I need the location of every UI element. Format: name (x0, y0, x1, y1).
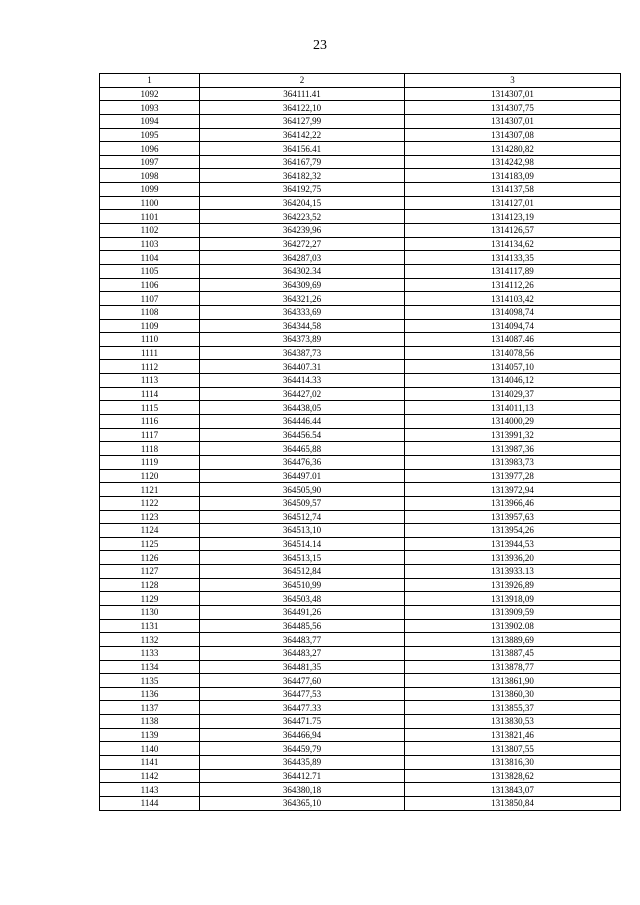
y-coordinate-cell: 1314123,19 (405, 210, 621, 224)
y-coordinate-cell: 1314011,13 (405, 401, 621, 415)
y-coordinate-cell: 1314307,01 (405, 87, 621, 101)
y-coordinate-cell: 1313954,26 (405, 524, 621, 538)
y-coordinate-cell: 1314307,75 (405, 101, 621, 115)
y-coordinate-cell: 1314307,01 (405, 114, 621, 128)
table-row (100, 756, 621, 770)
x-coordinate-cell: 364412.71 (200, 769, 405, 783)
x-coordinate-cell: 364459,79 (200, 742, 405, 756)
table-row (100, 796, 621, 810)
y-coordinate-cell: 1314029,37 (405, 387, 621, 401)
x-coordinate-cell: 364387,73 (200, 346, 405, 360)
y-coordinate-cell: 1313966,46 (405, 496, 621, 510)
x-coordinate-cell: 364192,75 (200, 183, 405, 197)
y-coordinate-cell: 1313902.08 (405, 619, 621, 633)
point-number-cell: 1137 (100, 701, 200, 715)
x-coordinate-cell: 364333,69 (200, 305, 405, 319)
point-number-cell: 1115 (100, 401, 200, 415)
table-row (100, 415, 621, 429)
x-coordinate-cell: 364272,27 (200, 237, 405, 251)
point-number-cell: 1101 (100, 210, 200, 224)
x-coordinate-cell: 364321,26 (200, 292, 405, 306)
y-coordinate-cell: 1314094,74 (405, 319, 621, 333)
table-row (100, 292, 621, 306)
x-coordinate-cell: 364239,96 (200, 224, 405, 238)
table-row (100, 646, 621, 660)
x-coordinate-cell: 364471.75 (200, 715, 405, 729)
y-coordinate-cell: 1314098,74 (405, 305, 621, 319)
x-coordinate-cell: 364477,60 (200, 674, 405, 688)
y-coordinate-cell: 1313944,53 (405, 537, 621, 551)
table-row (100, 251, 621, 265)
y-coordinate-cell: 1313909,59 (405, 605, 621, 619)
table-row (100, 551, 621, 565)
point-number-cell: 1093 (100, 101, 200, 115)
x-coordinate-cell: 364512,74 (200, 510, 405, 524)
point-number-cell: 1136 (100, 687, 200, 701)
point-number-cell: 1135 (100, 674, 200, 688)
x-coordinate-cell: 364510,99 (200, 578, 405, 592)
x-coordinate-cell: 364438,05 (200, 401, 405, 415)
x-coordinate-cell: 364414.33 (200, 374, 405, 388)
table-row (100, 101, 621, 115)
y-coordinate-cell: 1313843,07 (405, 783, 621, 797)
point-number-cell: 1128 (100, 578, 200, 592)
column-header-1: 1 (100, 74, 200, 88)
table-row (100, 264, 621, 278)
point-number-cell: 1106 (100, 278, 200, 292)
point-number-cell: 1125 (100, 537, 200, 551)
y-coordinate-cell: 1314242,98 (405, 155, 621, 169)
point-number-cell: 1109 (100, 319, 200, 333)
y-coordinate-cell: 1313926,89 (405, 578, 621, 592)
table-row (100, 701, 621, 715)
y-coordinate-cell: 1313821,46 (405, 728, 621, 742)
point-number-cell: 1113 (100, 374, 200, 388)
point-number-cell: 1092 (100, 87, 200, 101)
table-header-row (100, 74, 621, 88)
table-row (100, 155, 621, 169)
x-coordinate-cell: 364435,89 (200, 756, 405, 770)
point-number-cell: 1133 (100, 646, 200, 660)
y-coordinate-cell: 1313933.13 (405, 565, 621, 579)
table-row (100, 87, 621, 101)
x-coordinate-cell: 364503,48 (200, 592, 405, 606)
point-number-cell: 1132 (100, 633, 200, 647)
y-coordinate-cell: 1314126,57 (405, 224, 621, 238)
x-coordinate-cell: 364167,79 (200, 155, 405, 169)
point-number-cell: 1143 (100, 783, 200, 797)
x-coordinate-cell: 364446.44 (200, 415, 405, 429)
point-number-cell: 1130 (100, 605, 200, 619)
point-number-cell: 1099 (100, 183, 200, 197)
table-row (100, 592, 621, 606)
table-row (100, 333, 621, 347)
point-number-cell: 1123 (100, 510, 200, 524)
point-number-cell: 1129 (100, 592, 200, 606)
table-body (100, 87, 621, 810)
y-coordinate-cell: 1314112,26 (405, 278, 621, 292)
point-number-cell: 1134 (100, 660, 200, 674)
table-row (100, 537, 621, 551)
table-row (100, 374, 621, 388)
y-coordinate-cell: 1314087.46 (405, 333, 621, 347)
point-number-cell: 1121 (100, 483, 200, 497)
point-number-cell: 1097 (100, 155, 200, 169)
table-row (100, 442, 621, 456)
table-row (100, 346, 621, 360)
point-number-cell: 1117 (100, 428, 200, 442)
y-coordinate-cell: 1313807,55 (405, 742, 621, 756)
y-coordinate-cell: 1313972,94 (405, 483, 621, 497)
y-coordinate-cell: 1314137,58 (405, 183, 621, 197)
table-row (100, 633, 621, 647)
y-coordinate-cell: 1314046,12 (405, 374, 621, 388)
table-row (100, 305, 621, 319)
point-number-cell: 1112 (100, 360, 200, 374)
y-coordinate-cell: 1313830,53 (405, 715, 621, 729)
point-number-cell: 1096 (100, 142, 200, 156)
y-coordinate-cell: 1313977,28 (405, 469, 621, 483)
table-row (100, 319, 621, 333)
point-number-cell: 1126 (100, 551, 200, 565)
x-coordinate-cell: 364122,10 (200, 101, 405, 115)
point-number-cell: 1141 (100, 756, 200, 770)
page-number: 23 (313, 38, 327, 53)
y-coordinate-cell: 1313987,36 (405, 442, 621, 456)
table-row (100, 401, 621, 415)
y-coordinate-cell: 1314307,08 (405, 128, 621, 142)
table-row (100, 142, 621, 156)
y-coordinate-cell: 1313855,37 (405, 701, 621, 715)
table-row (100, 510, 621, 524)
table-row (100, 496, 621, 510)
point-number-cell: 1116 (100, 415, 200, 429)
y-coordinate-cell: 1313957,63 (405, 510, 621, 524)
x-coordinate-cell: 364481,35 (200, 660, 405, 674)
point-number-cell: 1111 (100, 346, 200, 360)
x-coordinate-cell: 364514.14 (200, 537, 405, 551)
y-coordinate-cell: 1313889,69 (405, 633, 621, 647)
x-coordinate-cell: 364309,69 (200, 278, 405, 292)
y-coordinate-cell: 1314057,10 (405, 360, 621, 374)
x-coordinate-cell: 364497.01 (200, 469, 405, 483)
column-header-2: 2 (200, 74, 405, 88)
y-coordinate-cell: 1313860,30 (405, 687, 621, 701)
point-number-cell: 1138 (100, 715, 200, 729)
y-coordinate-cell: 1314117,89 (405, 264, 621, 278)
point-number-cell: 1105 (100, 264, 200, 278)
x-coordinate-cell: 364302.34 (200, 264, 405, 278)
point-number-cell: 1094 (100, 114, 200, 128)
x-coordinate-cell: 364182,32 (200, 169, 405, 183)
table-row (100, 742, 621, 756)
point-number-cell: 1110 (100, 333, 200, 347)
y-coordinate-cell: 1314183,09 (405, 169, 621, 183)
y-coordinate-cell: 1314103,42 (405, 292, 621, 306)
table-row (100, 469, 621, 483)
y-coordinate-cell: 1313816,30 (405, 756, 621, 770)
x-coordinate-cell: 364287,03 (200, 251, 405, 265)
x-coordinate-cell: 364204,15 (200, 196, 405, 210)
x-coordinate-cell: 364373,89 (200, 333, 405, 347)
table-row (100, 183, 621, 197)
y-coordinate-cell: 1314134,62 (405, 237, 621, 251)
x-coordinate-cell: 364491,26 (200, 605, 405, 619)
table-row (100, 360, 621, 374)
table-row (100, 578, 621, 592)
y-coordinate-cell: 1313878,77 (405, 660, 621, 674)
table-row (100, 619, 621, 633)
point-number-cell: 1100 (100, 196, 200, 210)
point-number-cell: 1114 (100, 387, 200, 401)
table-row (100, 565, 621, 579)
table-row (100, 169, 621, 183)
point-number-cell: 1095 (100, 128, 200, 142)
table-row (100, 428, 621, 442)
point-number-cell: 1140 (100, 742, 200, 756)
x-coordinate-cell: 364513,15 (200, 551, 405, 565)
y-coordinate-cell: 1313861,90 (405, 674, 621, 688)
point-number-cell: 1142 (100, 769, 200, 783)
y-coordinate-cell: 1313991,32 (405, 428, 621, 442)
table-row (100, 455, 621, 469)
point-number-cell: 1108 (100, 305, 200, 319)
point-number-cell: 1131 (100, 619, 200, 633)
x-coordinate-cell: 364477,53 (200, 687, 405, 701)
x-coordinate-cell: 364456.54 (200, 428, 405, 442)
table-row (100, 387, 621, 401)
table-row (100, 674, 621, 688)
table-row (100, 128, 621, 142)
table-row (100, 483, 621, 497)
x-coordinate-cell: 364156.41 (200, 142, 405, 156)
x-coordinate-cell: 364466,94 (200, 728, 405, 742)
point-number-cell: 1104 (100, 251, 200, 265)
x-coordinate-cell: 364380,18 (200, 783, 405, 797)
x-coordinate-cell: 364344,58 (200, 319, 405, 333)
table-row (100, 660, 621, 674)
x-coordinate-cell: 364485,56 (200, 619, 405, 633)
table-row (100, 210, 621, 224)
point-number-cell: 1139 (100, 728, 200, 742)
x-coordinate-cell: 364111.41 (200, 87, 405, 101)
y-coordinate-cell: 1314000,29 (405, 415, 621, 429)
table-row (100, 278, 621, 292)
y-coordinate-cell: 1313983,73 (405, 455, 621, 469)
x-coordinate-cell: 364223,52 (200, 210, 405, 224)
point-number-cell: 1102 (100, 224, 200, 238)
table-row (100, 114, 621, 128)
x-coordinate-cell: 364476,36 (200, 455, 405, 469)
point-number-cell: 1120 (100, 469, 200, 483)
x-coordinate-cell: 364513,10 (200, 524, 405, 538)
y-coordinate-cell: 1314127,01 (405, 196, 621, 210)
table-row (100, 196, 621, 210)
point-number-cell: 1107 (100, 292, 200, 306)
x-coordinate-cell: 364365,10 (200, 796, 405, 810)
x-coordinate-cell: 364142,22 (200, 128, 405, 142)
table-row (100, 715, 621, 729)
y-coordinate-cell: 1314078,56 (405, 346, 621, 360)
table-row (100, 237, 621, 251)
point-number-cell: 1122 (100, 496, 200, 510)
point-number-cell: 1127 (100, 565, 200, 579)
table-row (100, 783, 621, 797)
point-number-cell: 1098 (100, 169, 200, 183)
x-coordinate-cell: 364477.33 (200, 701, 405, 715)
table-row (100, 524, 621, 538)
x-coordinate-cell: 364465,88 (200, 442, 405, 456)
table-row (100, 224, 621, 238)
y-coordinate-cell: 1313936,20 (405, 551, 621, 565)
point-number-cell: 1144 (100, 796, 200, 810)
table-row (100, 605, 621, 619)
y-coordinate-cell: 1314133,35 (405, 251, 621, 265)
point-number-cell: 1103 (100, 237, 200, 251)
x-coordinate-cell: 364483,77 (200, 633, 405, 647)
y-coordinate-cell: 1313828,62 (405, 769, 621, 783)
y-coordinate-cell: 1314280,82 (405, 142, 621, 156)
point-number-cell: 1118 (100, 442, 200, 456)
x-coordinate-cell: 364127,99 (200, 114, 405, 128)
column-header-3: 3 (405, 74, 621, 88)
x-coordinate-cell: 364407.31 (200, 360, 405, 374)
table-row (100, 769, 621, 783)
table-row (100, 728, 621, 742)
x-coordinate-cell: 364512,84 (200, 565, 405, 579)
x-coordinate-cell: 364509,57 (200, 496, 405, 510)
table-row (100, 687, 621, 701)
x-coordinate-cell: 364483,27 (200, 646, 405, 660)
coordinates-table (99, 73, 621, 811)
x-coordinate-cell: 364427,02 (200, 387, 405, 401)
y-coordinate-cell: 1313918,09 (405, 592, 621, 606)
point-number-cell: 1119 (100, 455, 200, 469)
point-number-cell: 1124 (100, 524, 200, 538)
y-coordinate-cell: 1313850,84 (405, 796, 621, 810)
y-coordinate-cell: 1313887,45 (405, 646, 621, 660)
x-coordinate-cell: 364505,90 (200, 483, 405, 497)
